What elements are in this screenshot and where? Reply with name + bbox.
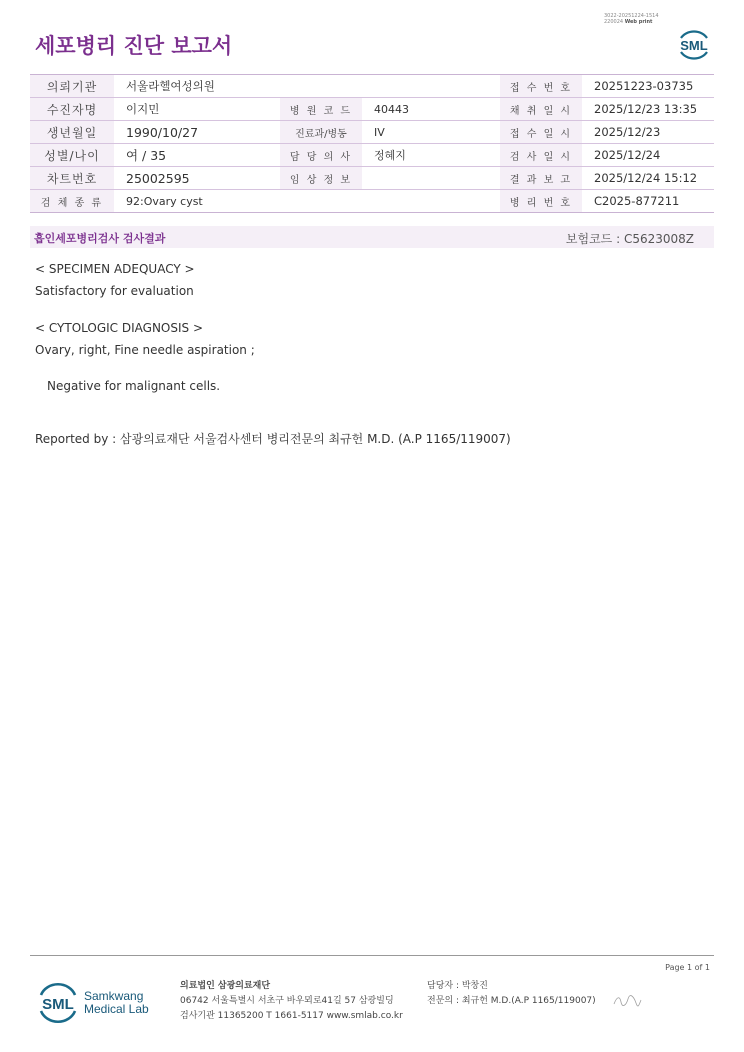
specialist: 전문의 : 최규헌 M.D.(A.P 1165/119007) [427,996,596,1006]
value-attending-doctor: 정혜지 [362,144,500,167]
page-title: 세포병리 진단 보고서 [35,34,233,58]
value-sex-age: 여 / 35 [114,144,280,167]
label-clinical-info: 임 상 정 보 [280,167,362,190]
diagnosis-heading: < CYTOLOGIC DIAGNOSIS > [35,321,204,335]
label-pathology-number: 병 리 번 호 [500,190,582,213]
value-birth-date: 1990/10/27 [114,121,280,144]
table-row [30,75,714,98]
label-requesting-org: 의뢰기관 [30,75,114,98]
label-patient-name: 수진자명 [30,98,114,121]
value-pathology-number: C2025-877211 [594,194,680,208]
brand-line1: Samkwang [84,989,144,1003]
label-birth-date: 생년월일 [30,121,114,144]
result-section-title: 흡인세포병리검사 검사결과 [34,232,166,245]
value-receipt-date: 2025/12/23 [582,121,714,144]
value-collection-date: 2025/12/23 13:35 [582,98,714,121]
print-code-id: 220024 [604,19,624,25]
signature-icon [612,994,642,1008]
label-sex-age: 성별/나이 [30,144,114,167]
sml-footer-logo-icon [36,980,80,1026]
patient-info-table [30,74,714,213]
label-exam-date: 검 사 일 시 [500,144,582,167]
value-hospital-code: 40443 [362,98,500,121]
label-result-report: 결 과 보 고 [500,167,582,190]
page-number: Page 1 of 1 [665,963,710,972]
web-print-label: Web print [624,19,653,25]
adequacy-heading: < SPECIMEN ADEQUACY > [35,262,195,276]
label-department: 진료과/병동 [280,121,362,144]
table-row [30,167,714,190]
value-clinical-info [362,167,500,190]
footer-logo-text: SML [42,996,74,1013]
footer-divider [30,955,714,956]
table-row [30,144,714,167]
label-receipt-number: 접 수 번 호 [500,75,582,98]
label-receipt-date: 접 수 일 시 [500,121,582,144]
print-code-line2 [604,19,659,25]
logo-text: SML [680,38,708,53]
label-hospital-code: 병 원 코 드 [280,98,362,121]
value-requesting-org: 서울라헬여성의원 [114,75,500,98]
label-collection-date: 채 취 일 시 [500,98,582,121]
print-code [604,13,659,25]
value-department: IV [362,121,500,144]
value-patient-name: 이지민 [114,98,280,121]
staff-in-charge: 담당자 : 박창진 [427,981,488,991]
diagnosis-text: Negative for malignant cells. [47,379,221,393]
adequacy-text: Satisfactory for evaluation [35,284,194,298]
org-name: 의료법인 삼광의료재단 [180,981,271,991]
brand-line2: Medical Lab [84,1002,149,1016]
staff-info [427,979,596,1009]
value-specimen-type: 92:Ovary cyst [126,194,203,208]
value-exam-date: 2025/12/24 [582,144,714,167]
org-address: 06742 서울특별시 서초구 바우뫼로41길 57 삼광빌딩 [180,996,394,1006]
label-specimen-type: 검 체 종 류 [30,190,114,213]
organization-info [180,979,403,1024]
brand-name [84,990,149,1016]
org-contact: 검사기관 11365200 T 1661-5117 www.smlab.co.kr [180,1011,403,1021]
insurance-code: 보험코드 : C5623008Z [565,232,694,246]
reported-by: Reported by : 삼광의료재단 서울검사센터 병리전문의 최규헌 M.D. (A.P 1165/119007) [35,432,511,446]
sml-logo-icon [674,26,714,64]
table-row [30,190,714,213]
table-row [30,121,714,144]
value-result-report: 2025/12/24 15:12 [582,167,714,190]
diagnosis-site: Ovary, right, Fine needle aspiration ; [35,343,255,357]
value-chart-number: 25002595 [114,167,280,190]
label-attending-doctor: 담 당 의 사 [280,144,362,167]
table-row [30,98,714,121]
print-code-line1: 3022-20251224-1514 [604,13,659,19]
value-receipt-number: 20251223-03735 [582,75,714,98]
label-chart-number: 차트번호 [30,167,114,190]
